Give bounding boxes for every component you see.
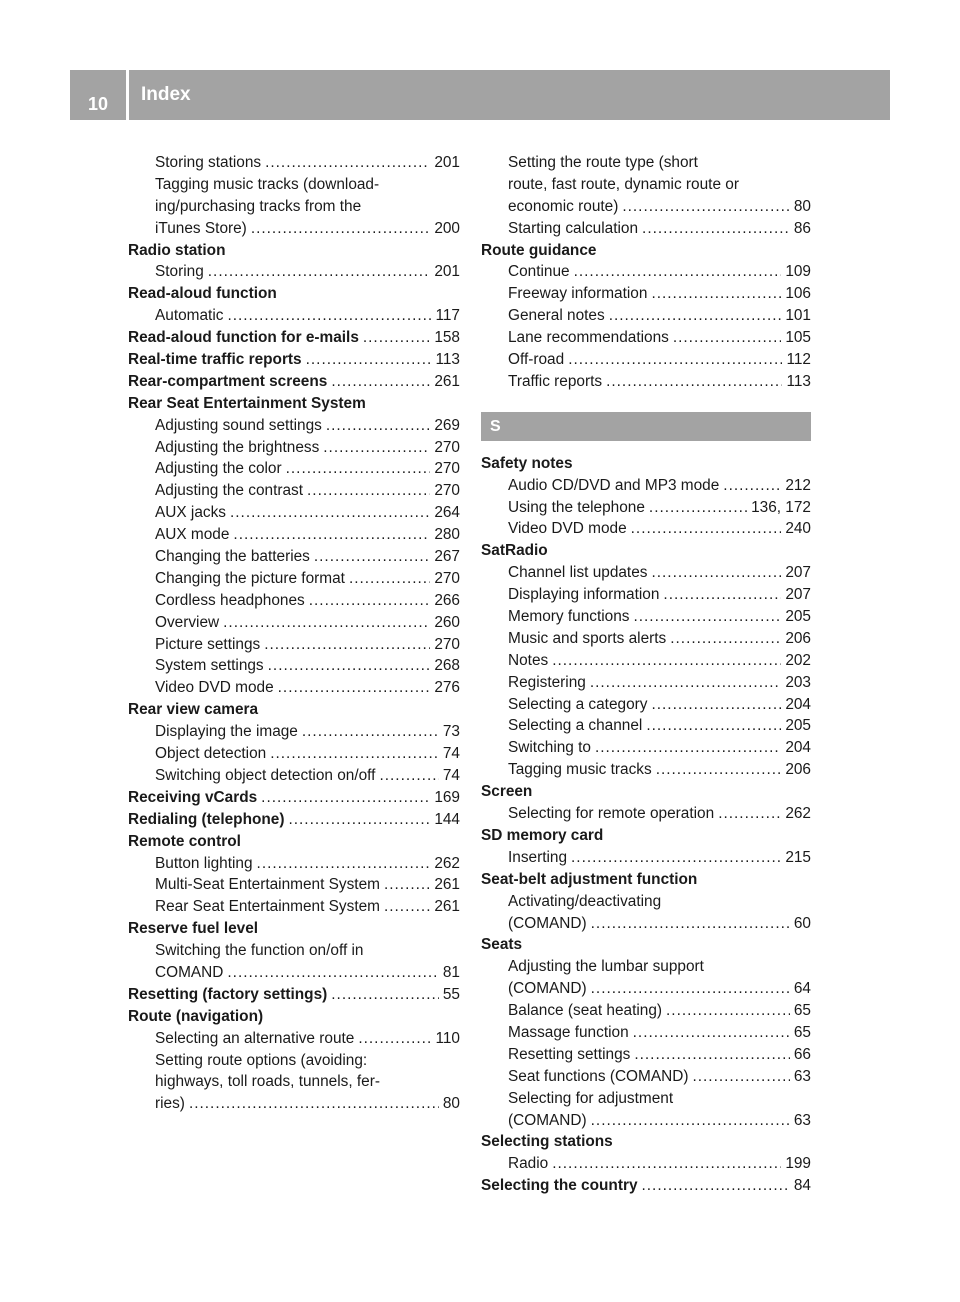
index-entry <box>128 677 460 699</box>
index-entry <box>128 152 460 174</box>
entry-label: Redialing (telephone) <box>128 810 285 828</box>
index-entry <box>481 672 811 694</box>
index-heading: Selecting stations <box>481 1133 613 1151</box>
dot-leader <box>331 371 430 393</box>
entry-label: General notes <box>508 307 605 325</box>
dot-leader <box>571 847 781 869</box>
dot-leader <box>251 218 431 240</box>
page-reference[interactable]: 80 <box>793 197 811 215</box>
entry-label: System settings <box>155 657 264 675</box>
entry-label: Using the telephone <box>508 498 645 516</box>
entry-label: Memory functions <box>508 608 630 626</box>
dot-leader <box>591 978 790 1000</box>
page-reference[interactable]: 158 <box>434 329 460 347</box>
dot-leader <box>323 437 430 459</box>
page-reference[interactable]: 81 <box>442 963 460 981</box>
dot-leader <box>358 1028 431 1050</box>
entry-label: Storing stations <box>155 154 262 171</box>
entry-label: Button lighting <box>155 854 253 872</box>
index-entry <box>481 978 811 1000</box>
index-heading: Route (navigation) <box>128 1007 264 1025</box>
dot-leader <box>257 853 431 875</box>
index-entry <box>481 261 811 283</box>
index-heading: Remote control <box>128 832 241 850</box>
dot-leader <box>223 612 430 634</box>
index-entry <box>128 546 460 568</box>
page-reference[interactable]: 201 <box>434 263 460 281</box>
index-entry <box>128 874 460 896</box>
entry-label: AUX jacks <box>155 504 226 522</box>
dot-leader <box>633 606 781 628</box>
page-reference[interactable]: 207 <box>785 564 811 582</box>
index-entry <box>481 847 811 869</box>
index-heading: Read-aloud function <box>128 285 277 303</box>
entry-label: Rear Seat Entertainment System <box>155 898 380 916</box>
page-reference[interactable]: 202 <box>785 651 811 669</box>
page-reference[interactable]: 268 <box>434 657 460 675</box>
dot-leader <box>649 497 747 519</box>
index-entry <box>128 415 460 437</box>
entry-label: Object detection <box>155 745 267 763</box>
index-entry <box>128 437 460 459</box>
page-reference[interactable]: 113 <box>435 351 460 369</box>
page-reference[interactable]: 269 <box>434 416 460 434</box>
index-entry <box>128 634 460 656</box>
page-reference[interactable]: 55 <box>442 985 460 1003</box>
page-reference[interactable]: 206 <box>785 629 811 647</box>
index-entry <box>128 590 460 612</box>
index-entry <box>128 896 460 918</box>
entry-label: Continue <box>508 263 570 281</box>
index-entry <box>481 1110 811 1132</box>
page-reference[interactable]: 207 <box>785 586 811 604</box>
page-reference[interactable]: 200 <box>434 219 460 237</box>
dot-leader <box>591 913 790 935</box>
dot-leader <box>591 1110 790 1132</box>
page-reference[interactable]: 63 <box>793 1111 811 1129</box>
entry-label: Adjusting the brightness <box>155 438 320 456</box>
index-entry-text: Activating/deactivating <box>508 892 662 910</box>
dot-leader <box>590 672 781 694</box>
index-entry <box>481 562 811 584</box>
dot-leader <box>306 349 432 371</box>
page-reference[interactable]: 262 <box>434 854 460 872</box>
index-entry <box>128 853 460 875</box>
index-entry-main <box>128 371 460 393</box>
page-reference[interactable]: 270 <box>434 569 460 587</box>
index-entry <box>128 721 460 743</box>
index-entry-text: Adjusting the lumbar support <box>508 958 704 976</box>
dot-leader <box>666 1000 790 1022</box>
dot-leader <box>288 809 430 831</box>
entry-label: Multi-Seat Entertainment System <box>155 876 380 894</box>
entry-label: ries) <box>155 1095 185 1113</box>
dot-leader <box>384 874 430 896</box>
index-entry-main <box>128 787 460 809</box>
entry-label: economic route) <box>508 197 619 215</box>
dot-leader <box>634 1044 790 1066</box>
page-header <box>70 70 890 120</box>
dot-leader <box>606 371 782 393</box>
index-entry <box>481 759 811 781</box>
page-reference[interactable]: 63 <box>793 1067 811 1085</box>
entry-label: Radio <box>508 1155 549 1173</box>
index-entry <box>128 743 460 765</box>
page-reference[interactable]: 270 <box>434 438 460 456</box>
index-column-right <box>481 152 811 1197</box>
entry-label: Overview <box>155 613 220 631</box>
dot-leader <box>278 677 431 699</box>
entry-label: Registering <box>508 673 586 691</box>
index-heading: Seats <box>481 936 523 954</box>
entry-label: Displaying information <box>508 586 660 604</box>
index-entry <box>481 715 811 737</box>
index-entry <box>481 1000 811 1022</box>
page-reference[interactable]: 270 <box>434 635 460 653</box>
page-reference[interactable]: 267 <box>434 548 460 566</box>
page-reference[interactable]: 113 <box>786 372 811 390</box>
index-entry-text: Setting route options (avoiding: <box>155 1051 368 1069</box>
page-reference[interactable]: 106 <box>785 285 811 303</box>
page-reference[interactable]: 270 <box>434 482 460 500</box>
index-entry-text: Tagging music tracks (download- <box>155 175 380 193</box>
index-entry <box>481 327 811 349</box>
page-reference[interactable]: 261 <box>434 876 460 894</box>
index-entry <box>128 480 460 502</box>
page-reference[interactable]: 260 <box>434 613 460 631</box>
page-reference[interactable]: 203 <box>785 673 811 691</box>
entry-label: Adjusting the color <box>155 460 282 478</box>
index-entry <box>481 196 811 218</box>
entry-label: Adjusting the contrast <box>155 482 304 500</box>
index-entry <box>481 803 811 825</box>
index-heading: Screen <box>481 783 533 801</box>
index-entry <box>128 524 460 546</box>
index-heading: Safety notes <box>481 454 573 472</box>
dot-leader <box>609 305 782 327</box>
page-reference[interactable]: 205 <box>785 717 811 735</box>
page-reference[interactable]: 136, 172 <box>751 498 811 516</box>
index-entry <box>128 765 460 787</box>
dot-leader <box>692 1066 789 1088</box>
page-reference[interactable]: 110 <box>435 1029 460 1047</box>
entry-label: AUX mode <box>155 526 230 544</box>
dot-leader <box>656 759 782 781</box>
entry-label: Cordless headphones <box>155 591 305 609</box>
header-divider <box>126 70 129 120</box>
index-entry <box>128 458 460 480</box>
index-heading: SatRadio <box>481 542 548 560</box>
dot-leader <box>286 458 431 480</box>
entry-label: Lane recommendations <box>508 329 669 347</box>
entry-label: Inserting <box>508 848 568 866</box>
page-reference[interactable]: 280 <box>434 526 460 544</box>
dot-leader <box>384 896 430 918</box>
index-entry-text: ing/purchasing tracks from the <box>155 197 362 215</box>
index-entry-main <box>128 327 460 349</box>
index-entry <box>128 1093 460 1115</box>
entry-label: Displaying the image <box>155 723 298 741</box>
page-reference[interactable]: 60 <box>793 914 811 932</box>
index-entry-text: Switching the function on/off in <box>155 942 364 960</box>
dot-leader <box>265 152 430 174</box>
page-reference[interactable]: 264 <box>434 504 460 522</box>
dot-leader <box>595 737 781 759</box>
dot-leader <box>651 562 781 584</box>
dot-leader <box>314 546 430 568</box>
entry-label: Resetting (factory settings) <box>128 985 328 1003</box>
page-reference[interactable]: 74 <box>442 745 460 763</box>
entry-label: Notes <box>508 651 549 669</box>
index-entry <box>481 349 811 371</box>
dot-leader <box>633 1022 790 1044</box>
index-heading: Route guidance <box>481 241 597 259</box>
entry-label: (COMAND) <box>508 914 587 932</box>
dot-leader <box>227 962 438 984</box>
page-reference[interactable]: 204 <box>785 695 811 713</box>
page-reference[interactable]: 109 <box>785 263 811 281</box>
index-column-left <box>128 152 460 1115</box>
entry-label: iTunes Store) <box>155 219 247 237</box>
entry-label: Video DVD mode <box>155 679 274 697</box>
page-reference[interactable]: 105 <box>785 329 811 347</box>
index-entry <box>128 568 460 590</box>
entry-label: Audio CD/DVD and MP3 mode <box>508 476 720 494</box>
index-entry <box>481 518 811 540</box>
dot-leader <box>189 1093 439 1115</box>
entry-label: Real-time traffic reports <box>128 351 302 369</box>
index-entry <box>481 913 811 935</box>
entry-label: Selecting for remote operation <box>508 805 715 823</box>
dot-leader <box>309 590 431 612</box>
dot-leader <box>552 650 781 672</box>
index-entry-text: Selecting for adjustment <box>508 1089 674 1107</box>
entry-label: Seat functions (COMAND) <box>508 1067 689 1085</box>
entry-label: Changing the picture format <box>155 569 345 587</box>
entry-label: Starting calculation <box>508 219 639 237</box>
dot-leader <box>552 1153 781 1175</box>
page-reference[interactable]: 65 <box>793 1002 811 1020</box>
dot-leader <box>349 568 430 590</box>
dot-leader <box>651 283 781 305</box>
index-heading: SD memory card <box>481 826 604 844</box>
dot-leader <box>233 524 430 546</box>
index-entry-main <box>128 349 460 371</box>
page-reference[interactable]: 80 <box>442 1095 460 1113</box>
index-entry-text: Setting the route type (short <box>508 154 698 171</box>
dot-leader <box>646 715 781 737</box>
page-reference[interactable]: 101 <box>785 307 811 325</box>
entry-label: Tagging music tracks <box>508 761 652 779</box>
dot-leader <box>642 218 790 240</box>
page-reference[interactable]: 261 <box>434 898 460 916</box>
entry-label: Picture settings <box>155 635 261 653</box>
page-reference[interactable]: 117 <box>435 307 460 325</box>
index-entry <box>128 655 460 677</box>
index-entry <box>481 606 811 628</box>
index-entry <box>481 1153 811 1175</box>
page-reference[interactable]: 206 <box>785 761 811 779</box>
page-reference[interactable]: 276 <box>434 679 460 697</box>
index-heading: Reserve fuel level <box>128 920 259 938</box>
entry-label: Massage function <box>508 1023 629 1041</box>
index-entry-text: highways, toll roads, tunnels, fer- <box>155 1073 380 1091</box>
section-title: Index <box>141 84 191 105</box>
entry-label: Off-road <box>508 351 565 369</box>
index-entry <box>128 305 460 327</box>
dot-leader <box>663 584 781 606</box>
dot-leader <box>230 502 430 524</box>
page-reference[interactable]: 65 <box>793 1023 811 1041</box>
entry-label: Selecting an alternative route <box>155 1029 355 1047</box>
index-entry <box>128 502 460 524</box>
entry-label: Selecting a channel <box>508 717 643 735</box>
index-entry <box>481 1044 811 1066</box>
entry-label: Channel list updates <box>508 564 648 582</box>
dot-leader <box>651 694 781 716</box>
index-entry-text: route, fast route, dynamic route or <box>508 175 739 193</box>
page-reference[interactable]: 86 <box>793 219 811 237</box>
index-entry <box>128 261 460 283</box>
page-reference[interactable]: 261 <box>434 372 460 390</box>
entry-label: Switching to <box>508 739 591 757</box>
page-reference[interactable]: 66 <box>793 1045 811 1063</box>
index-entry-main <box>481 1175 811 1197</box>
page-reference[interactable]: 215 <box>785 848 811 866</box>
index-entry-main <box>128 984 460 1006</box>
dot-leader <box>261 787 430 809</box>
page-reference[interactable]: 73 <box>442 723 460 741</box>
page-reference[interactable]: 201 <box>434 154 460 171</box>
index-entry <box>481 475 811 497</box>
page-reference[interactable]: 112 <box>786 351 811 369</box>
dot-leader <box>723 475 781 497</box>
index-entry-main <box>128 809 460 831</box>
page-reference[interactable]: 199 <box>785 1155 811 1173</box>
page-reference[interactable]: 64 <box>793 980 811 998</box>
page-reference[interactable]: 204 <box>785 739 811 757</box>
index-entry <box>481 283 811 305</box>
dot-leader <box>268 655 431 677</box>
index-entry <box>481 497 811 519</box>
entry-label: COMAND <box>155 963 224 981</box>
page-reference[interactable]: 74 <box>442 766 460 784</box>
index-entry <box>128 612 460 634</box>
entry-label: Selecting the country <box>481 1177 638 1195</box>
entry-label: Music and sports alerts <box>508 629 667 647</box>
entry-label: Automatic <box>155 307 224 325</box>
index-entry <box>481 628 811 650</box>
entry-label: Storing <box>155 263 204 281</box>
index-entry <box>481 694 811 716</box>
page-reference[interactable]: 266 <box>434 591 460 609</box>
letter-divider: S <box>481 412 811 441</box>
entry-label: Switching object detection on/off <box>155 766 376 784</box>
index-entry <box>481 737 811 759</box>
entry-label: Video DVD mode <box>508 520 627 538</box>
page-reference[interactable]: 169 <box>434 788 460 806</box>
index-entry <box>481 1022 811 1044</box>
entry-label: Rear-compartment screens <box>128 372 328 390</box>
index-heading: Seat-belt adjustment function <box>481 870 698 888</box>
dot-leader <box>631 518 782 540</box>
entry-label: Read-aloud function for e-mails <box>128 329 359 347</box>
index-entry <box>128 1028 460 1050</box>
dot-leader <box>264 634 430 656</box>
index-entry <box>481 650 811 672</box>
entry-label: Resetting settings <box>508 1045 631 1063</box>
index-heading: Rear Seat Entertainment System <box>128 394 366 412</box>
entry-label: (COMAND) <box>508 980 587 998</box>
dot-leader <box>670 628 781 650</box>
entry-label: Changing the batteries <box>155 548 310 566</box>
index-entry <box>481 371 811 393</box>
page-reference[interactable]: 270 <box>434 460 460 478</box>
dot-leader <box>642 1175 790 1197</box>
dot-leader <box>208 261 431 283</box>
page-reference[interactable]: 240 <box>785 520 811 538</box>
index-entry <box>481 1066 811 1088</box>
page-reference[interactable]: 205 <box>785 608 811 626</box>
dot-leader <box>622 196 790 218</box>
dot-leader <box>302 721 439 743</box>
dot-leader <box>718 803 781 825</box>
entry-label: (COMAND) <box>508 1111 587 1129</box>
dot-leader <box>270 743 439 765</box>
dot-leader <box>227 305 431 327</box>
dot-leader <box>673 327 781 349</box>
dot-leader <box>307 480 430 502</box>
entry-label: Traffic reports <box>508 372 603 390</box>
entry-label: Receiving vCards <box>128 788 258 806</box>
page-reference[interactable]: 84 <box>793 1177 811 1195</box>
index-entry <box>128 962 460 984</box>
entry-label: Freeway information <box>508 285 648 303</box>
dot-leader <box>326 415 430 437</box>
dot-leader <box>574 261 782 283</box>
index-entry <box>481 584 811 606</box>
dot-leader <box>331 984 439 1006</box>
entry-label: Selecting a category <box>508 695 648 713</box>
dot-leader <box>379 765 438 787</box>
index-entry <box>481 305 811 327</box>
dot-leader <box>568 349 782 371</box>
index-heading: Radio station <box>128 241 226 259</box>
index-entry <box>481 218 811 240</box>
entry-label: Adjusting sound settings <box>155 416 322 434</box>
dot-leader <box>363 327 430 349</box>
index-heading: Rear view camera <box>128 701 259 719</box>
page-reference[interactable]: 262 <box>785 805 811 823</box>
page-number: 10 <box>87 94 109 114</box>
page-reference[interactable]: 144 <box>434 810 460 828</box>
page-reference[interactable]: 212 <box>785 476 811 494</box>
entry-label: Balance (seat heating) <box>508 1002 663 1020</box>
index-entry <box>128 218 460 240</box>
